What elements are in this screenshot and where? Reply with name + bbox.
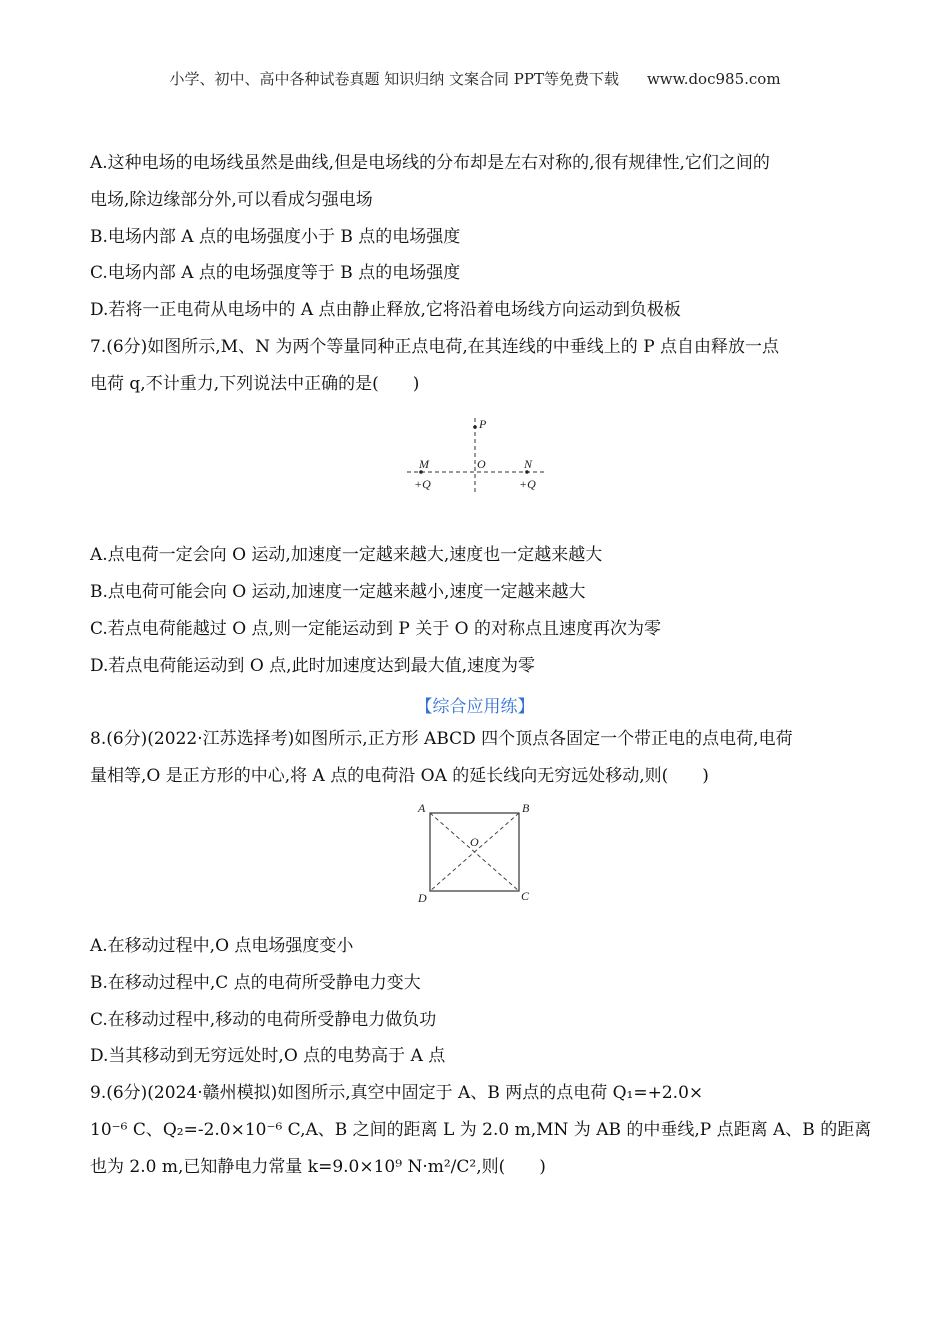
q7-label-o: O: [477, 457, 486, 471]
q7-label-p: P: [479, 417, 487, 431]
q8-label-o: O: [470, 835, 479, 849]
q7-option-b: B.点电荷可能会向 O 运动,加速度一定越来越小,速度一定越来越大: [90, 582, 586, 602]
q7-point-p: [473, 425, 477, 429]
q7-label-n: N: [524, 457, 533, 471]
section-title: 【综合应用练】: [415, 697, 535, 717]
header-url[interactable]: www.doc985.com: [646, 70, 781, 88]
page-header: [0, 68, 950, 89]
q8-figure: [412, 800, 537, 908]
q9-line1: 9.(6分)(2024·赣州模拟)如图所示,真空中固定于 A、B 两点的点电荷 Q₁=+2.0×: [90, 1083, 704, 1103]
q8-option-c: C.在移动过程中,移动的电荷所受静电力做负功: [90, 1010, 437, 1030]
q7-option-d: D.若点电荷能运动到 O 点,此时加速度达到最大值,速度为零: [90, 656, 535, 676]
q6-option-c: C.电场内部 A 点的电场强度等于 B 点的电场强度: [90, 263, 461, 283]
q7-label-charge-m: +Q: [414, 477, 431, 491]
q6-option-d: D.若将一正电荷从电场中的 A 点由静止释放,它将沿着电场线方向运动到负极板: [90, 300, 681, 320]
q8-option-a: A.在移动过程中,O 点电场强度变小: [90, 936, 354, 956]
q7-label-charge-n: +Q: [519, 477, 536, 491]
q8-label-c: C: [521, 889, 530, 903]
q8-label-a: A: [418, 801, 426, 815]
q9-line3: 也为 2.0 m,已知静电力常量 k=9.0×10⁹ N·m²/C²,则( ): [90, 1157, 546, 1177]
q7-figure: [405, 414, 555, 496]
q7-option-c: C.若点电荷能越过 O 点,则一定能运动到 P 关于 O 的对称点且速度再次为零: [90, 619, 661, 639]
q7-stem-line1: 7.(6分)如图所示,M、N 为两个等量同种正点电荷,在其连线的中垂线上的 P 点自由释放一点: [90, 337, 780, 357]
q7-label-m: M: [419, 457, 429, 471]
q8-stem-line2: 量相等,O 是正方形的中心,将 A 点的电荷沿 OA 的延长线向无穷远处移动,则( ): [90, 766, 709, 786]
q6-option-a-line2: 电场,除边缘部分外,可以看成匀强电场: [90, 190, 373, 210]
q8-label-b: B: [522, 801, 530, 815]
q7-stem-line2: 电荷 q,不计重力,下列说法中正确的是( ): [90, 374, 420, 394]
q7-option-a: A.点电荷一定会向 O 运动,加速度一定越来越大,速度也一定越来越大: [90, 545, 603, 565]
q6-option-b: B.电场内部 A 点的电场强度小于 B 点的电场强度: [90, 227, 461, 247]
q8-option-d: D.当其移动到无穷远处时,O 点的电势高于 A 点: [90, 1046, 446, 1066]
q8-label-d: D: [418, 891, 427, 905]
q9-line2: 10⁻⁶ C、Q₂=-2.0×10⁻⁶ C,A、B 之间的距离 L 为 2.0 m,MN 为 AB 的中垂线,P 点距离 A、B 的距离: [90, 1120, 872, 1140]
q8-stem-line1: 8.(6分)(2022·江苏选择考)如图所示,正方形 ABCD 四个顶点各固定一个带正电的点电荷,电荷: [90, 729, 793, 749]
header-text: 小学、初中、高中各种试卷真题 知识归纳 文案合同 PPT等免费下载: [169, 70, 619, 88]
q8-option-b: B.在移动过程中,C 点的电荷所受静电力变大: [90, 973, 421, 993]
q6-option-a-line1: A.这种电场的电场线虽然是曲线,但是电场线的分布却是左右对称的,很有规律性,它们之间的: [90, 153, 770, 173]
